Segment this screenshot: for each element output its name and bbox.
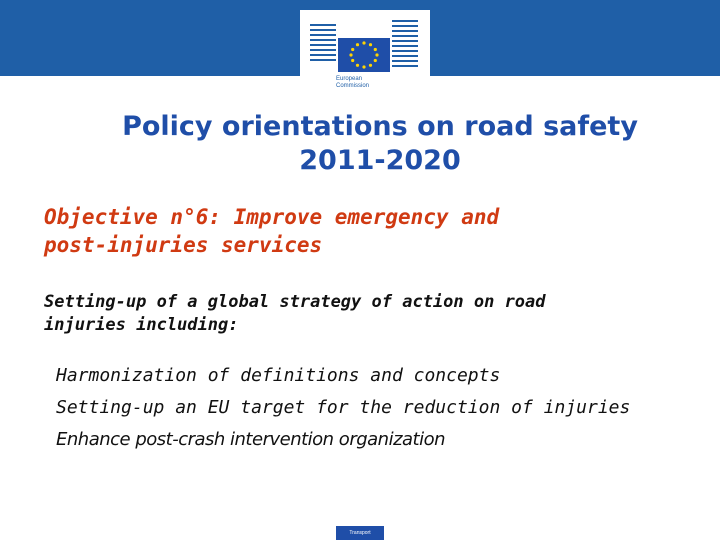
footer-tag: Transport [336,526,384,540]
objective-heading [44,203,704,259]
list-item: Setting-up an EU target for the reduction of injuries [56,397,631,418]
strategy-text [44,291,704,337]
objective-line1: Objective n°6: Improve emergency and [44,205,500,229]
slide-title [60,110,700,178]
strategy-line1: Setting-up of a global strategy of action on road [44,292,546,312]
bullet-list [56,360,716,456]
logo-text-line1: European [336,76,363,82]
list-item: Harmonization of definitions and concepts [56,365,501,386]
objective-line2: post-injuries services [44,233,323,257]
logo-text-line2: Commission [336,83,370,89]
slide-title-line1: Policy orientations on road safety [122,111,638,142]
list-item: Enhance post-crash intervention organization [56,429,446,450]
logo-text [336,76,396,90]
strategy-line2: injuries including: [44,315,239,335]
eu-commission-logo [300,10,430,102]
slide-title-line2: 2011-2020 [299,145,461,176]
